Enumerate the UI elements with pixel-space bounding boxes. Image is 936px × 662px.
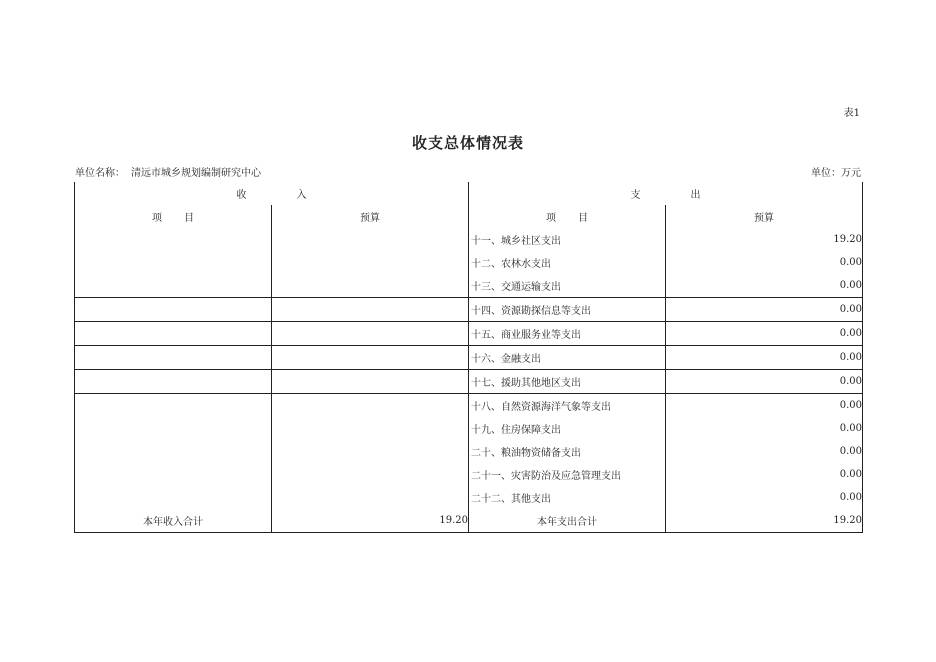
- expense-item: 十九、住房保障支出: [469, 417, 666, 440]
- expense-amount: 0.00: [666, 486, 863, 509]
- table-row: [75, 251, 863, 274]
- table-row: [75, 370, 863, 394]
- page-title: 收支总体情况表: [411, 134, 524, 152]
- table-row: [75, 486, 863, 509]
- unit-name: [75, 164, 261, 179]
- expense-item-header: 项 目: [469, 205, 666, 228]
- income-total-label: 本年收入合计: [75, 509, 272, 533]
- table-row: [75, 322, 863, 346]
- expense-amount: 0.00: [666, 346, 863, 370]
- unit-name-label: 单位名称：: [75, 168, 125, 179]
- expense-item: 十七、援助其他地区支出: [469, 370, 666, 394]
- expense-amount: 0.00: [666, 463, 863, 486]
- currency-unit: 单位：万元: [811, 168, 861, 179]
- expense-item: 十一、城乡社区支出: [469, 228, 666, 251]
- expense-item: 十二、农林水支出: [469, 251, 666, 274]
- table-row: [75, 228, 863, 251]
- totals-row: [75, 509, 863, 533]
- expense-amount: 0.00: [666, 440, 863, 463]
- expense-total-amount: 19.20: [666, 509, 863, 533]
- expense-item: 十四、资源勘探信息等支出: [469, 298, 666, 322]
- expense-budget-header: 预算: [666, 205, 863, 228]
- group-header-row: [75, 182, 863, 205]
- expense-item: 十六、金融支出: [469, 346, 666, 370]
- table-row: [75, 394, 863, 418]
- table-row: [75, 440, 863, 463]
- table-row: [75, 417, 863, 440]
- table-row: [75, 463, 863, 486]
- expense-amount: 0.00: [666, 370, 863, 394]
- expense-item: 十五、商业服务业等支出: [469, 322, 666, 346]
- income-total-amount: 19.20: [272, 509, 469, 533]
- income-budget-header: 预算: [272, 205, 469, 228]
- expense-amount: 0.00: [666, 274, 863, 298]
- expense-amount: 0.00: [666, 394, 863, 418]
- expense-amount: 19.20: [666, 228, 863, 251]
- expense-amount: 0.00: [666, 417, 863, 440]
- expense-amount: 0.00: [666, 298, 863, 322]
- expense-item: 十三、交通运输支出: [469, 274, 666, 298]
- table-number: 表1: [843, 108, 860, 119]
- expense-amount: 0.00: [666, 251, 863, 274]
- expense-amount: 0.00: [666, 322, 863, 346]
- budget-table: [74, 182, 863, 533]
- table-row: [75, 298, 863, 322]
- expense-item: 二十、粮油物资储备支出: [469, 440, 666, 463]
- expense-item: 二十一、灾害防治及应急管理支出: [469, 463, 666, 486]
- expense-total-label: 本年支出合计: [469, 509, 666, 533]
- column-header-row: [75, 205, 863, 228]
- expense-group-header: 支 出: [469, 182, 863, 205]
- income-item-header: 项 目: [75, 205, 272, 228]
- table-row: [75, 274, 863, 298]
- table-row: [75, 346, 863, 370]
- income-group-header: 收 入: [75, 182, 469, 205]
- unit-name-value: 清远市城乡规划编制研究中心: [131, 168, 261, 179]
- expense-item: 十八、自然资源海洋气象等支出: [469, 394, 666, 418]
- expense-item: 二十二、其他支出: [469, 486, 666, 509]
